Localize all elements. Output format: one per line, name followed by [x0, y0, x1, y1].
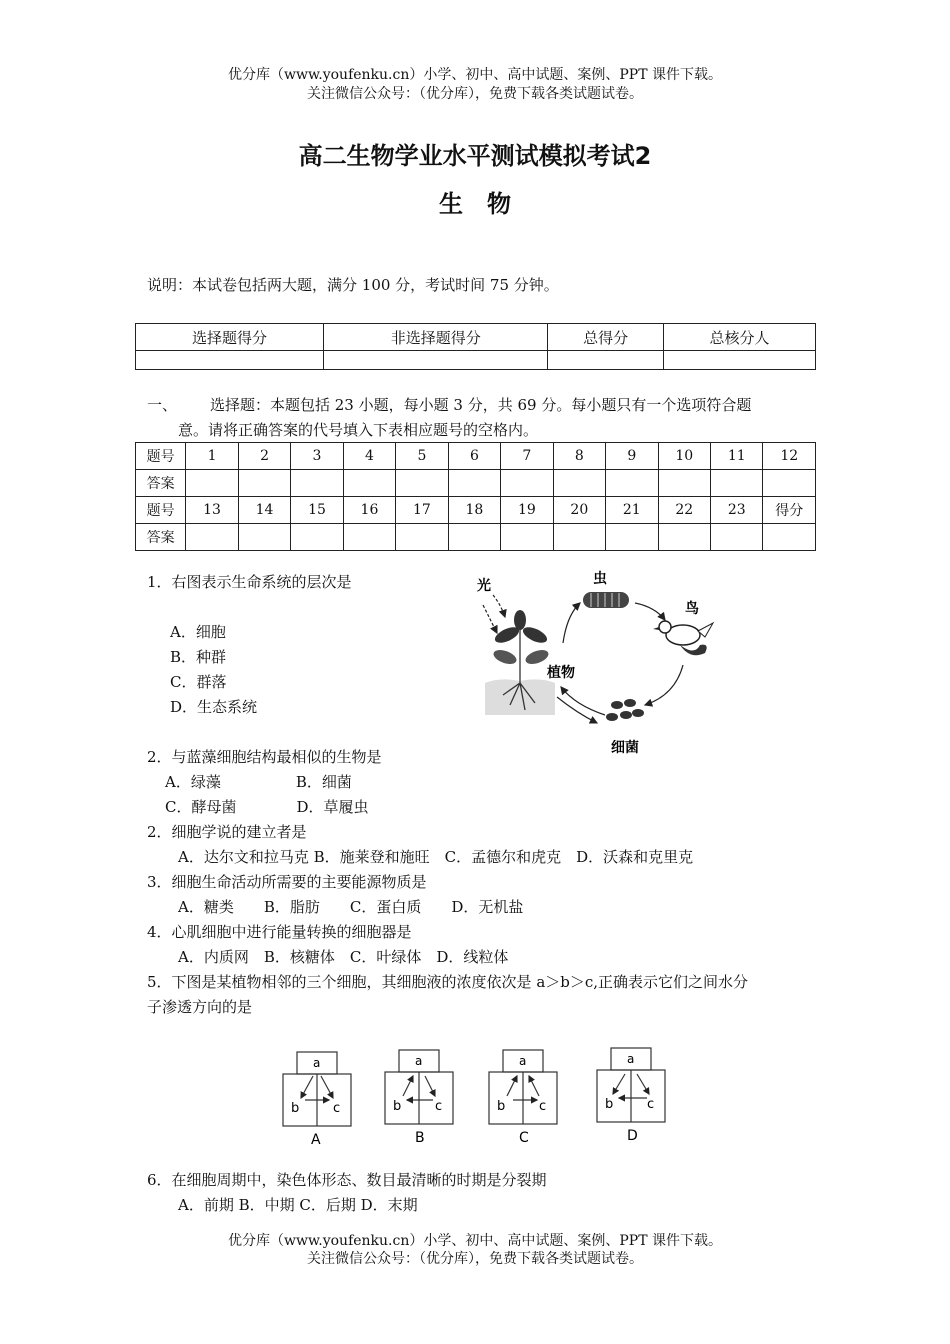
- q1-option-c: C．群落: [170, 673, 227, 691]
- cell-label-c: c: [647, 1097, 655, 1112]
- answer-cell[interactable]: [186, 524, 238, 551]
- score-header: 总得分: [548, 324, 664, 351]
- question-number: 18: [448, 497, 500, 524]
- score-table: [135, 323, 816, 370]
- question-number: 4: [343, 443, 395, 470]
- answer-cell[interactable]: [448, 524, 500, 551]
- answer-cell[interactable]: [186, 470, 238, 497]
- option-a-label: A: [311, 1132, 321, 1148]
- insect-label: 虫: [593, 571, 607, 587]
- answer-cell[interactable]: [711, 524, 763, 551]
- cell-label-c: c: [333, 1101, 341, 1116]
- answer-cell[interactable]: [711, 470, 763, 497]
- footer-line-1: 优分库（www.youfenku.cn）小学、初中、高中试题、案例、PPT 课件下载。: [227, 1233, 722, 1249]
- q6-options: A．前期 B．中期 C．后期 D．末期: [178, 1196, 418, 1214]
- question-number: 11: [711, 443, 763, 470]
- score-header: 非选择题得分: [324, 324, 548, 351]
- section-number: 一、: [147, 396, 178, 414]
- answer-cell[interactable]: [501, 470, 553, 497]
- answer-row: [136, 524, 816, 551]
- q6-stem: 6．在细胞周期中，染色体形态、数目最清晰的时期是分裂期: [147, 1171, 547, 1189]
- answer-cell[interactable]: [238, 470, 290, 497]
- header-line-1: 优分库（www.youfenku.cn）小学、初中、高中试题、案例、PPT 课件下载。: [227, 67, 722, 83]
- answer-cell[interactable]: [658, 470, 710, 497]
- cell-label-b: b: [497, 1099, 506, 1114]
- question-number: 15: [291, 497, 343, 524]
- question-number: 12: [763, 443, 816, 470]
- section-instructions-line2: 意。请将正确答案的代号填入下表相应题号的空格内。: [178, 421, 539, 439]
- cell-label-c: c: [435, 1099, 443, 1114]
- question-number: 21: [606, 497, 658, 524]
- cell-label-a: a: [313, 1056, 321, 1070]
- answer-cell[interactable]: [763, 524, 816, 551]
- answer-cell[interactable]: [343, 470, 395, 497]
- q4-options: A．内质网 B．核糖体 C．叶绿体 D．线粒体: [178, 948, 509, 966]
- ecosystem-figure: [465, 565, 730, 760]
- question-number: 7: [501, 443, 553, 470]
- option-c-label: C: [519, 1130, 529, 1146]
- light-label: 光: [477, 578, 491, 594]
- question-number-row: [136, 443, 816, 470]
- answer-cell[interactable]: [553, 524, 605, 551]
- cell-osmosis-figure: [275, 1040, 685, 1155]
- answer-cell[interactable]: [396, 470, 448, 497]
- instructions: 说明：本试卷包括两大题，满分 100 分，考试时间 75 分钟。: [147, 276, 559, 294]
- question-number: 10: [658, 443, 710, 470]
- question-number: 5: [396, 443, 448, 470]
- question-number: 9: [606, 443, 658, 470]
- section-instructions-line1: 选择题：本题包括 23 小题，每小题 3 分，共 69 分。每小题只有一个选项符合题: [210, 396, 752, 414]
- bacteria-label: 细菌: [611, 740, 639, 756]
- question-number: 19: [501, 497, 553, 524]
- q2b-options: A．达尔文和拉马克 B．施莱登和施旺 C．孟德尔和虎克 D．沃森和克里克: [178, 848, 694, 866]
- plant-label: 植物: [547, 665, 575, 681]
- score-cell[interactable]: [548, 351, 664, 370]
- cell-label-b: b: [605, 1097, 614, 1112]
- answer-cell[interactable]: [343, 524, 395, 551]
- q3-options: A．糖类 B．脂肪 C．蛋白质 D．无机盐: [178, 898, 524, 916]
- option-d-label: D: [627, 1128, 638, 1144]
- cell-label-a: a: [415, 1054, 423, 1068]
- answer-cell[interactable]: [763, 470, 816, 497]
- question-number: 3: [291, 443, 343, 470]
- row-label: 题号: [136, 443, 186, 470]
- score-cell[interactable]: [324, 351, 548, 370]
- question-number: 13: [186, 497, 238, 524]
- question-number: 1: [186, 443, 238, 470]
- question-number-row: [136, 497, 816, 524]
- plant-icon: [485, 610, 555, 715]
- cell-label-c: c: [539, 1099, 547, 1114]
- score-header: 选择题得分: [136, 324, 324, 351]
- q2a-stem: 2．与蓝藻细胞结构最相似的生物是: [147, 748, 382, 766]
- exam-subject: 生 物: [439, 190, 511, 218]
- score-cell[interactable]: [136, 351, 324, 370]
- answer-table: [135, 442, 816, 551]
- cell-label-b: b: [291, 1101, 300, 1116]
- question-number: 16: [343, 497, 395, 524]
- question-number: 8: [553, 443, 605, 470]
- question-number: 2: [238, 443, 290, 470]
- header-line-2: 关注微信公众号：（优分库），免费下载各类试题试卷。: [307, 86, 643, 102]
- cell-label-a: a: [627, 1052, 635, 1066]
- footer-line-2: 关注微信公众号：（优分库），免费下载各类试题试卷。: [307, 1251, 643, 1267]
- q5-stem-line2: 子渗透方向的是: [147, 998, 253, 1016]
- bird-icon: [653, 621, 713, 655]
- cell-label-a: a: [519, 1054, 527, 1068]
- answer-cell[interactable]: [501, 524, 553, 551]
- row-label: 答案: [136, 524, 186, 551]
- answer-cell[interactable]: [606, 470, 658, 497]
- answer-cell[interactable]: [448, 470, 500, 497]
- q3-stem: 3．细胞生命活动所需要的主要能源物质是: [147, 873, 427, 891]
- question-number: 20: [553, 497, 605, 524]
- question-number: 23: [711, 497, 763, 524]
- answer-row: [136, 470, 816, 497]
- insect-icon: [583, 592, 629, 608]
- answer-cell[interactable]: [658, 524, 710, 551]
- q1-option-d: D．生态系统: [170, 698, 258, 716]
- question-number: 22: [658, 497, 710, 524]
- q1-option-a: A．细胞: [170, 623, 226, 641]
- q2a-options-row1: A．绿藻 B．细菌: [165, 773, 352, 791]
- question-number: 17: [396, 497, 448, 524]
- option-b-label: B: [415, 1130, 425, 1146]
- light-arrows-icon: [483, 595, 505, 633]
- exam-title: 高二生物学业水平测试模拟考试2: [298, 142, 652, 170]
- q1-option-b: B．种群: [170, 648, 227, 666]
- cell-label-b: b: [393, 1099, 402, 1114]
- answer-cell[interactable]: [238, 524, 290, 551]
- row-label: 答案: [136, 470, 186, 497]
- q4-stem: 4．心肌细胞中进行能量转换的细胞器是: [147, 923, 412, 941]
- answer-cell[interactable]: [553, 470, 605, 497]
- score-cell[interactable]: [664, 351, 816, 370]
- score-label: 得分: [763, 497, 816, 524]
- q2a-options-row2: C．酵母菌 D．草履虫: [165, 798, 369, 816]
- q5-stem-line1: 5．下图是某植物相邻的三个细胞，其细胞液的浓度依次是 a＞b＞c,正确表示它们之间水分: [147, 973, 749, 991]
- q1-stem: 1．右图表示生命系统的层次是: [147, 573, 352, 591]
- q2b-stem: 2．细胞学说的建立者是: [147, 823, 307, 841]
- question-number: 14: [238, 497, 290, 524]
- bacteria-icon: [606, 699, 644, 721]
- question-number: 6: [448, 443, 500, 470]
- answer-cell[interactable]: [606, 524, 658, 551]
- bird-label: 鸟: [685, 601, 699, 617]
- score-header: 总核分人: [664, 324, 816, 351]
- row-label: 题号: [136, 497, 186, 524]
- answer-cell[interactable]: [291, 524, 343, 551]
- answer-cell[interactable]: [291, 470, 343, 497]
- answer-cell[interactable]: [396, 524, 448, 551]
